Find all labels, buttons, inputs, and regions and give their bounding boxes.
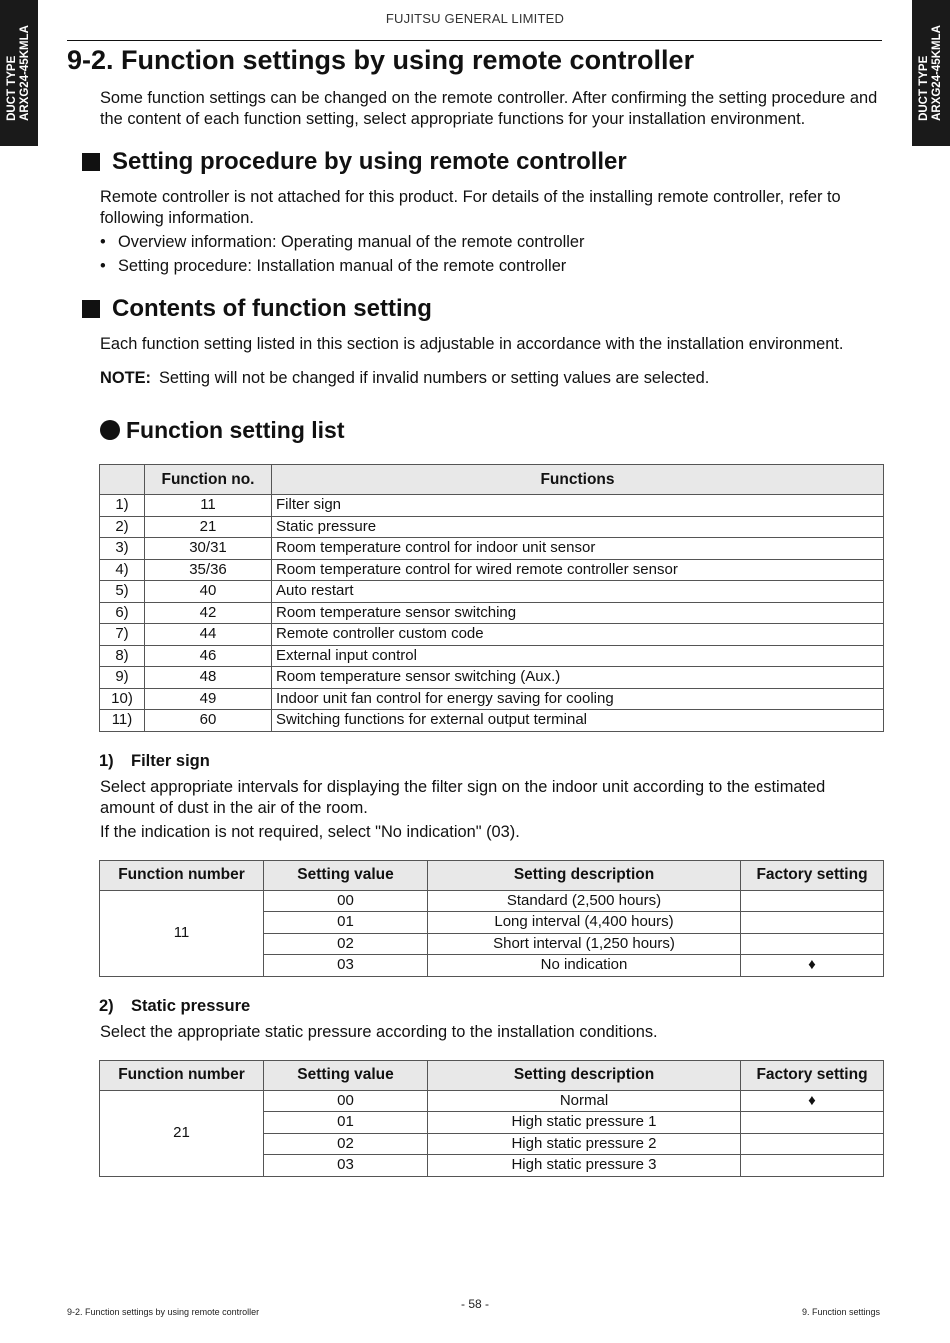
setting-description-cell: High static pressure 1 [428, 1112, 741, 1134]
row-index-cell: 11) [100, 710, 145, 732]
function-name-cell: Auto restart [272, 581, 884, 603]
factory-setting-cell [741, 912, 884, 934]
static-pressure-table [99, 1060, 884, 1177]
header-setting-value: Setting value [264, 1060, 428, 1090]
function-name-cell: Remote controller custom code [272, 624, 884, 646]
note-label: NOTE: [100, 369, 151, 387]
procedure-text: Remote controller is not attached for this product. For details of the installing remote controller, refer to following information. [100, 188, 841, 227]
function-name-cell: External input control [272, 645, 884, 667]
header-setting-description: Setting description [428, 860, 741, 890]
setting-description-cell: Standard (2,500 hours) [428, 890, 741, 912]
setting-value-cell: 01 [264, 1112, 428, 1134]
function-name-cell: Filter sign [272, 495, 884, 517]
function-name-cell: Room temperature sensor switching [272, 602, 884, 624]
row-index-cell: 6) [100, 602, 145, 624]
intro-text: Some function settings can be changed on the remote controller. After confirming the setting procedure and the content of each function setting, select appropriate functions for your installation environment. [100, 89, 878, 128]
function-number-cell: 21 [100, 1090, 264, 1176]
square-bullet-icon [82, 153, 100, 171]
setting-value-cell: 01 [264, 912, 428, 934]
row-index-cell: 3) [100, 538, 145, 560]
table-header-row [100, 465, 884, 495]
table-row [100, 624, 884, 646]
header-setting-description: Setting description [428, 1060, 741, 1090]
bullet-item: • Setting procedure: Installation manual of the remote controller [100, 257, 567, 275]
side-tab-line2: ARXG24-45KMLA [19, 25, 31, 121]
side-tab-line2: ARXG24-45KMLA [931, 25, 943, 121]
row-index-cell: 8) [100, 645, 145, 667]
bullet-dot-icon: • [100, 257, 106, 275]
table-row [100, 516, 884, 538]
function-no-cell: 42 [145, 602, 272, 624]
function-no-cell: 44 [145, 624, 272, 646]
table-header-row [100, 1060, 884, 1090]
filter-sign-text: Select appropriate intervals for displaying the filter sign on the indoor unit according to the estimated amount of dust in the air of the room. [100, 777, 826, 817]
header-blank [100, 465, 145, 495]
setting-description-cell: Short interval (1,250 hours) [428, 933, 741, 955]
table-row [100, 581, 884, 603]
row-index-cell: 10) [100, 688, 145, 710]
header-factory-setting: Factory setting [741, 860, 884, 890]
row-index-cell: 9) [100, 667, 145, 689]
table-row [100, 688, 884, 710]
company-header: FUJITSU GENERAL LIMITED [385, 11, 565, 26]
table-row [100, 1090, 884, 1112]
setting-value-cell: 03 [264, 955, 428, 977]
side-tab-line1: DUCT TYPE [6, 55, 18, 121]
factory-setting-cell: ♦ [741, 955, 884, 977]
header-rule [67, 40, 882, 41]
row-index-cell: 4) [100, 559, 145, 581]
contents-text: Each function setting listed in this section is adjustable in accordance with the installation environment. [100, 335, 844, 353]
row-index-cell: 1) [100, 495, 145, 517]
function-no-cell: 48 [145, 667, 272, 689]
function-name-cell: Room temperature sensor switching (Aux.) [272, 667, 884, 689]
function-no-cell: 30/31 [145, 538, 272, 560]
bullet-dot-icon: • [100, 233, 106, 251]
setting-value-cell: 02 [264, 933, 428, 955]
function-name-cell: Switching functions for external output terminal [272, 710, 884, 732]
static-pressure-text: Select the appropriate static pressure according to the installation conditions. [100, 1022, 658, 1041]
table-row [100, 667, 884, 689]
factory-setting-cell [741, 1155, 884, 1177]
function-list-heading [100, 415, 883, 445]
factory-setting-cell: ♦ [741, 1090, 884, 1112]
row-index-cell: 2) [100, 516, 145, 538]
row-index-cell: 7) [100, 624, 145, 646]
table-row [100, 710, 884, 732]
function-no-cell: 60 [145, 710, 272, 732]
setting-value-cell: 02 [264, 1133, 428, 1155]
factory-setting-cell [741, 1133, 884, 1155]
function-no-cell: 49 [145, 688, 272, 710]
function-list-heading-text: Function setting list [126, 417, 345, 443]
table-row [100, 559, 884, 581]
section-heading-text: Contents of function setting [112, 295, 432, 322]
filter-sign-text-2: If the indication is not required, select "No indication" (03). [100, 822, 520, 841]
function-name-cell: Indoor unit fan control for energy saving for cooling [272, 688, 884, 710]
setting-description-cell: Long interval (4,400 hours) [428, 912, 741, 934]
page-content [67, 44, 883, 1177]
header-function-number: Function number [100, 860, 264, 890]
filter-sign-heading: 1) Filter sign [99, 751, 210, 770]
table-row [100, 890, 884, 912]
header-functions: Functions [272, 465, 884, 495]
table-header-row [100, 860, 884, 890]
table-row [100, 602, 884, 624]
circle-bullet-icon [100, 420, 120, 440]
factory-setting-cell [741, 933, 884, 955]
header-factory-setting: Factory setting [741, 1060, 884, 1090]
procedure-bullets [100, 232, 883, 277]
footer-left: 9-2. Function settings by using remote controller [67, 1307, 260, 1317]
bullet-item: • Overview information: Operating manual of the remote controller [100, 233, 585, 251]
footer-right: 9. Function settings [801, 1307, 880, 1317]
function-name-cell: Room temperature control for indoor unit sensor [272, 538, 884, 560]
function-name-cell: Static pressure [272, 516, 884, 538]
page-number: - 58 - [460, 1297, 489, 1311]
section-heading-text: Setting procedure by using remote controller [112, 148, 627, 175]
function-no-cell: 21 [145, 516, 272, 538]
header-setting-value: Setting value [264, 860, 428, 890]
table-row [100, 538, 884, 560]
function-no-cell: 46 [145, 645, 272, 667]
setting-value-cell: 03 [264, 1155, 428, 1177]
note [100, 368, 883, 389]
function-number-cell: 11 [100, 890, 264, 976]
filter-sign-table [99, 860, 884, 977]
page-title: 9-2. Function settings by using remote controller [67, 45, 695, 75]
function-no-cell: 11 [145, 495, 272, 517]
note-text: Setting will not be changed if invalid numbers or setting values are selected. [159, 369, 710, 387]
section-heading-procedure [82, 147, 883, 177]
row-index-cell: 5) [100, 581, 145, 603]
static-pressure-heading: 2) Static pressure [99, 996, 251, 1015]
section-heading-contents [82, 294, 883, 324]
header-function-no: Function no. [145, 465, 272, 495]
function-list-table [99, 464, 884, 732]
setting-description-cell: No indication [428, 955, 741, 977]
factory-setting-cell [741, 1112, 884, 1134]
header-function-number: Function number [100, 1060, 264, 1090]
function-no-cell: 40 [145, 581, 272, 603]
square-bullet-icon [82, 300, 100, 318]
table-row [100, 495, 884, 517]
side-tab-line1: DUCT TYPE [918, 55, 930, 121]
table-row [100, 645, 884, 667]
function-name-cell: Room temperature control for wired remote controller sensor [272, 559, 884, 581]
function-no-cell: 35/36 [145, 559, 272, 581]
setting-value-cell: 00 [264, 890, 428, 912]
setting-description-cell: High static pressure 2 [428, 1133, 741, 1155]
setting-value-cell: 00 [264, 1090, 428, 1112]
setting-description-cell: Normal [428, 1090, 741, 1112]
setting-description-cell: High static pressure 3 [428, 1155, 741, 1177]
factory-setting-cell [741, 890, 884, 912]
